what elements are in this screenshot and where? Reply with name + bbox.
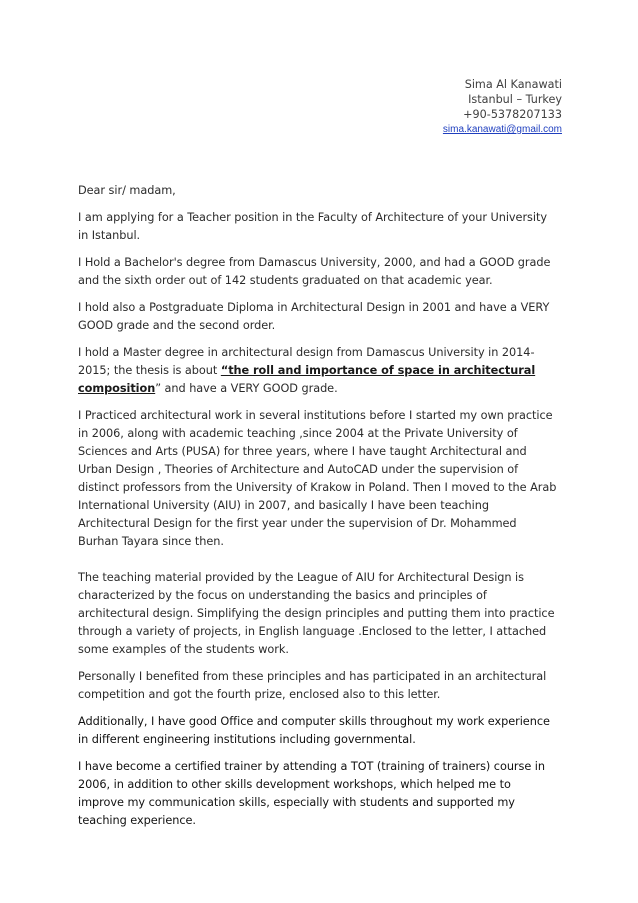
salutation: Dear sir/ madam, [78, 184, 176, 197]
sender-email-link[interactable]: sima.kanawati@gmail.com [442, 124, 562, 135]
letter-body [78, 182, 560, 839]
sender-location: Istanbul – Turkey [468, 93, 562, 106]
paragraph-competition: Personally I benefited from these principles and has participated in an architectural competition and got the fourth prize, enclosed also to this letter. [78, 670, 547, 701]
paragraph-trainer: I have become a certified trainer by attending a TOT (training of trainers) course in 2006, in addition to other skills development workshops, which helped me to improve my communication skills, especially with students and supported my teaching experience. [78, 760, 546, 827]
sender-block [443, 77, 562, 137]
paragraph-bachelor: I Hold a Bachelor's degree from Damascus University, 2000, and had a GOOD grade and the sixth order out of 142 students graduated on that academic year. [78, 256, 551, 287]
master-text-before: I hold a Master degree in architectural design from Damascus University in 2014-2015; the thesis is about [78, 346, 535, 377]
thesis-title: “the roll and importance of space in architectural composition [78, 364, 536, 395]
sender-phone: +90-5378207133 [463, 108, 562, 121]
master-text-after: ” and have a VERY GOOD grade. [155, 382, 338, 395]
paragraph-master [78, 344, 560, 398]
paragraph-skills: Additionally, I have good Office and computer skills throughout my work experience in different engineering institutions including governmental. [78, 715, 550, 746]
paragraph-diploma: I hold also a Postgraduate Diploma in Architectural Design in 2001 and have a VERY GOOD grade and the second order. [78, 301, 550, 332]
paragraph-application: I am applying for a Teacher position in the Faculty of Architecture of your University in Istanbul. [78, 211, 547, 242]
paragraph-experience: I Practiced architectural work in several institutions before I started my own practice in 2006, along with academic teaching ,since 2004 at the Private University of Sciences and Arts (PUSA) for three years, where I have taught Architectural and Urban Design , Theories of Architecture and AutoCAD under the supervision of distinct professors from the University of Krakow in Poland. Then I moved to the Arab International University (AIU) in 2007, and basically I have been teaching Architectural Design for the first year under the supervision of Dr. Mohammed Burhan Tayara since then. [78, 409, 557, 548]
paragraph-teaching-material: The teaching material provided by the League of AIU for Architectural Design is characterized by the focus on understanding the basics and principles of architectural design. Simplifying the design principles and putting them into practice through a variety of projects, in English language .Enclosed to the letter, I attached some examples of the students work. [78, 571, 555, 656]
sender-name: Sima Al Kanawati [464, 78, 562, 91]
